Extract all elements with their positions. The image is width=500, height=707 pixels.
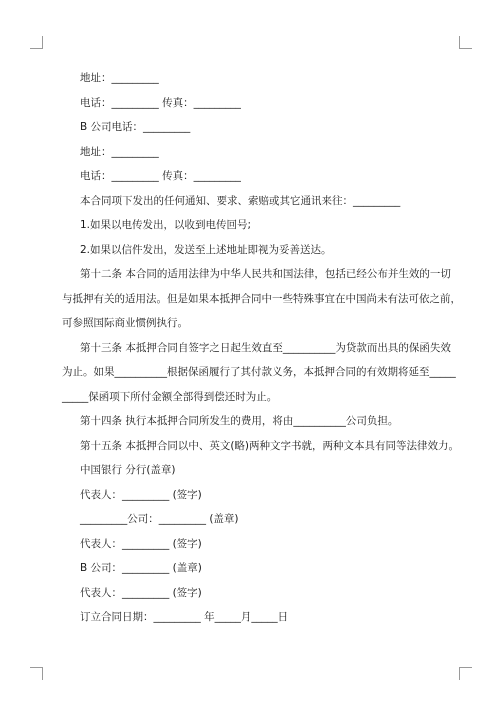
corner-mark-top-right <box>459 36 472 49</box>
article-14-line: 第十四条 执行本抵押合同所发生的费用，将由__________公司负担。 <box>80 415 399 427</box>
article-12-line-2: 与抵押有关的适用法。但是如果本抵押合同中一些特殊事宜在中国尚未有法可依之前， <box>62 292 461 305</box>
company-a-address-line: 地址：_________ <box>80 72 159 84</box>
article-12-line-1: 第十二条 本合同的适用法律为中华人民共和国法律，包括已经公布并生效的一切 <box>80 268 451 280</box>
article-13-line-3: _____保函项下所付金额全部得到偿还时为止。 <box>62 390 278 403</box>
article-15-line: 第十五条 本抵押合同以中、英文(略)两种文字书就，两种文本具有同等法律效力。 <box>80 439 460 452</box>
corner-mark-top-left <box>30 36 43 49</box>
company-b-phone-line: B 公司电话：_________ <box>80 121 191 133</box>
company-b-seal-line: B 公司：_________ (盖章) <box>80 562 202 574</box>
corner-mark-bottom-left <box>30 667 43 680</box>
company-b-address-line: 地址：_________ <box>80 145 159 158</box>
company-b-phone-fax-line: 电话：_________ 传真：_________ <box>80 170 241 182</box>
bank-seal-line: 中国银行 分行(盖章) <box>80 464 176 476</box>
article-12-line-3: 可参照国际商业惯例执行。 <box>62 317 188 329</box>
contract-body <box>62 66 461 630</box>
bank-representative-line: 代表人：_________ (签字) <box>80 488 202 501</box>
corner-mark-bottom-right <box>459 667 472 680</box>
company-b-representative-line: 代表人：_________ (签字) <box>80 586 202 599</box>
article-13-line-1: 第十三条 本抵押合同自签字之日起生效直至__________为贷款而出具的保函失效 <box>80 341 451 354</box>
contract-date-line: 订立合同日期：_________ 年_____月_____日 <box>80 611 289 623</box>
article-13-line-2: 为止。如果__________根据保函履行了其付款义务，本抵押合同的有效期将延至_____ <box>62 366 456 378</box>
company-a-representative-line: 代表人：_________ (签字) <box>80 537 202 550</box>
notice-telex-item: 1.如果以电传发出，以收到电传回号; <box>80 219 252 231</box>
notice-letter-item: 2.如果以信件发出，发送至上述地址即视为妥善送达。 <box>80 243 332 256</box>
company-a-phone-fax-line: 电话：_________ 传真：_________ <box>80 96 241 109</box>
company-a-seal-line: _________公司：_________ (盖章) <box>80 513 239 525</box>
notice-clause-line: 本合同项下发出的任何通知、要求、索赔或其它通讯来往：_________ <box>80 194 401 207</box>
